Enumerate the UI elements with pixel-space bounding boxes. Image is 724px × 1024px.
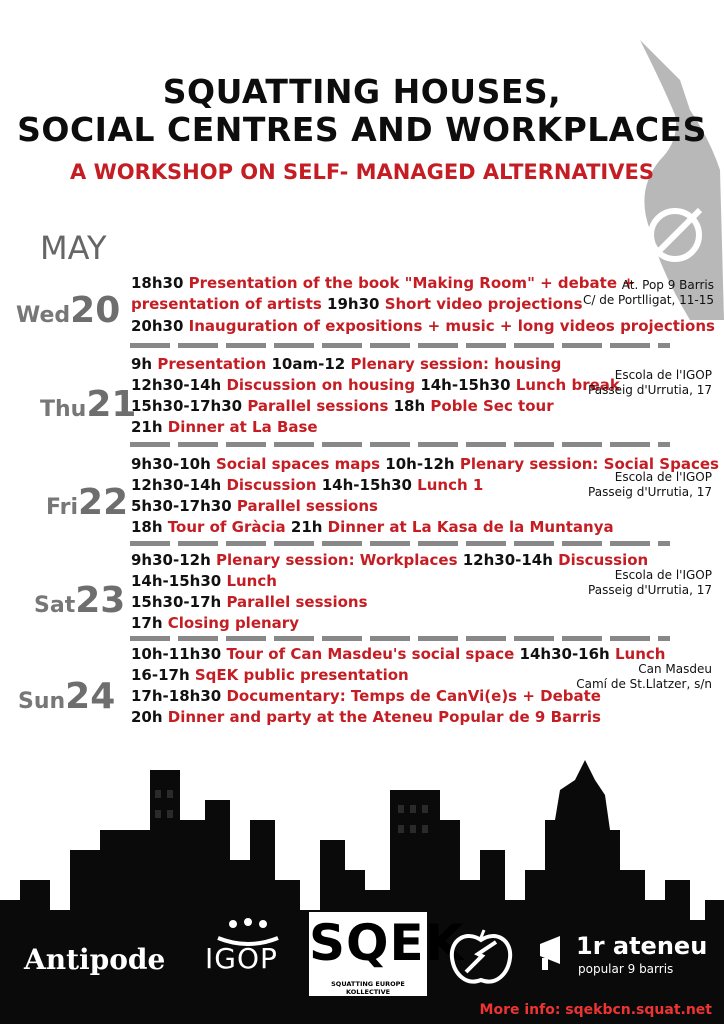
schedule-line: 18h30 Presentation of the book "Making Room" + debate +: [131, 274, 635, 292]
schedule-line: 15h30-17h30 Parallel sessions 18h Poble Sec tour: [131, 397, 554, 415]
schedule-line: 14h-15h30 Lunch: [131, 572, 277, 590]
schedule-line: 16-17h SqEK public presentation: [131, 666, 409, 684]
schedule-line: 10h-11h30 Tour of Can Masdeu's social space 14h30-16h Lunch: [131, 645, 666, 663]
schedule-line: 21h Dinner at La Base: [131, 418, 318, 436]
day-label-sun: Sun24: [18, 676, 116, 717]
day-label-wed: [16, 290, 120, 331]
ateneu-logo-main: 1r ateneu: [576, 932, 708, 960]
schedule-line: 12h30-14h Discussion on housing 14h-15h30 Lunch break: [131, 376, 620, 394]
schedule-line: 20h Dinner and party at the Ateneu Popular de 9 Barris: [131, 708, 601, 726]
location-sun: Can Masdeu Camí de St.Llatzer, s/n: [576, 662, 712, 691]
schedule-line: 9h30-12h Plenary session: Workplaces 12h30-14h Discussion: [131, 551, 649, 569]
schedule-line: presentation of artists 19h30 Short video projections: [131, 295, 583, 313]
ateneu-logo-sub: popular 9 barris: [578, 962, 674, 976]
schedule-line: 18h Tour of Gràcia 21h Dinner at La Kasa de la Muntanya: [131, 518, 614, 536]
location-sat: Escola de l'IGOP Passeig d'Urrutia, 17: [588, 568, 712, 597]
separator: [130, 442, 670, 447]
day-number: 20: [70, 290, 121, 331]
schedule-line: 9h30-10h Social spaces maps 10h-12h Plenary session: Social Spaces: [131, 455, 719, 473]
antipode-logo: Antipode: [24, 943, 166, 976]
day-label-sat: Sat23: [34, 580, 126, 621]
separator: [130, 541, 670, 546]
igop-logo: [203, 918, 293, 978]
schedule-line: 15h30-17h Parallel sessions: [131, 593, 368, 611]
location-thu: Escola de l'IGOP Passeig d'Urrutia, 17: [588, 368, 712, 397]
title-line-1: SQUATTING HOUSES,: [162, 72, 562, 111]
separator: [130, 636, 670, 641]
separator: [130, 343, 670, 348]
schedule-line: 17h-18h30 Documentary: Temps de CanVi(e)s + Debate: [131, 687, 601, 705]
ateneu-logo: [536, 930, 716, 980]
title-line-2: SOCIAL CENTRES AND WORKPLACES: [17, 110, 707, 149]
ateneu-megaphone-icon: [536, 934, 570, 974]
apple-lightning-logo: [446, 924, 516, 990]
schedule-line: 9h Presentation 10am-12 Plenary session: housing: [131, 355, 562, 373]
schedule-line: 17h Closing plenary: [131, 614, 299, 632]
schedule-line: 12h30-14h Discussion 14h-15h30 Lunch 1: [131, 476, 484, 494]
day-name: Wed: [16, 303, 71, 328]
sqek-logo: [309, 912, 465, 996]
sqek-logo-subtitle: SQUATTING EUROPE KOLLECTIVE: [331, 980, 405, 996]
day-label-fri: Fri22: [46, 482, 129, 523]
location-wed: At. Pop 9 Barris C/ de Portlligat, 11-15: [582, 278, 714, 307]
schedule-line: 20h30 Inauguration of expositions + music + long videos projections: [131, 317, 715, 335]
subtitle: A WORKSHOP ON SELF- MANAGED ALTERNATIVES: [70, 160, 654, 184]
more-info-link[interactable]: More info: sqekbcn.squat.net: [479, 1002, 712, 1018]
month-label: MAY: [40, 229, 107, 267]
schedule-line: 5h30-17h30 Parallel sessions: [131, 497, 378, 515]
day-label-thu: Thu21: [40, 384, 137, 425]
igop-logo-text: IGOP: [205, 942, 278, 975]
sqek-logo-text: SQEK: [309, 914, 465, 972]
location-fri: Escola de l'IGOP Passeig d'Urrutia, 17: [588, 470, 712, 499]
